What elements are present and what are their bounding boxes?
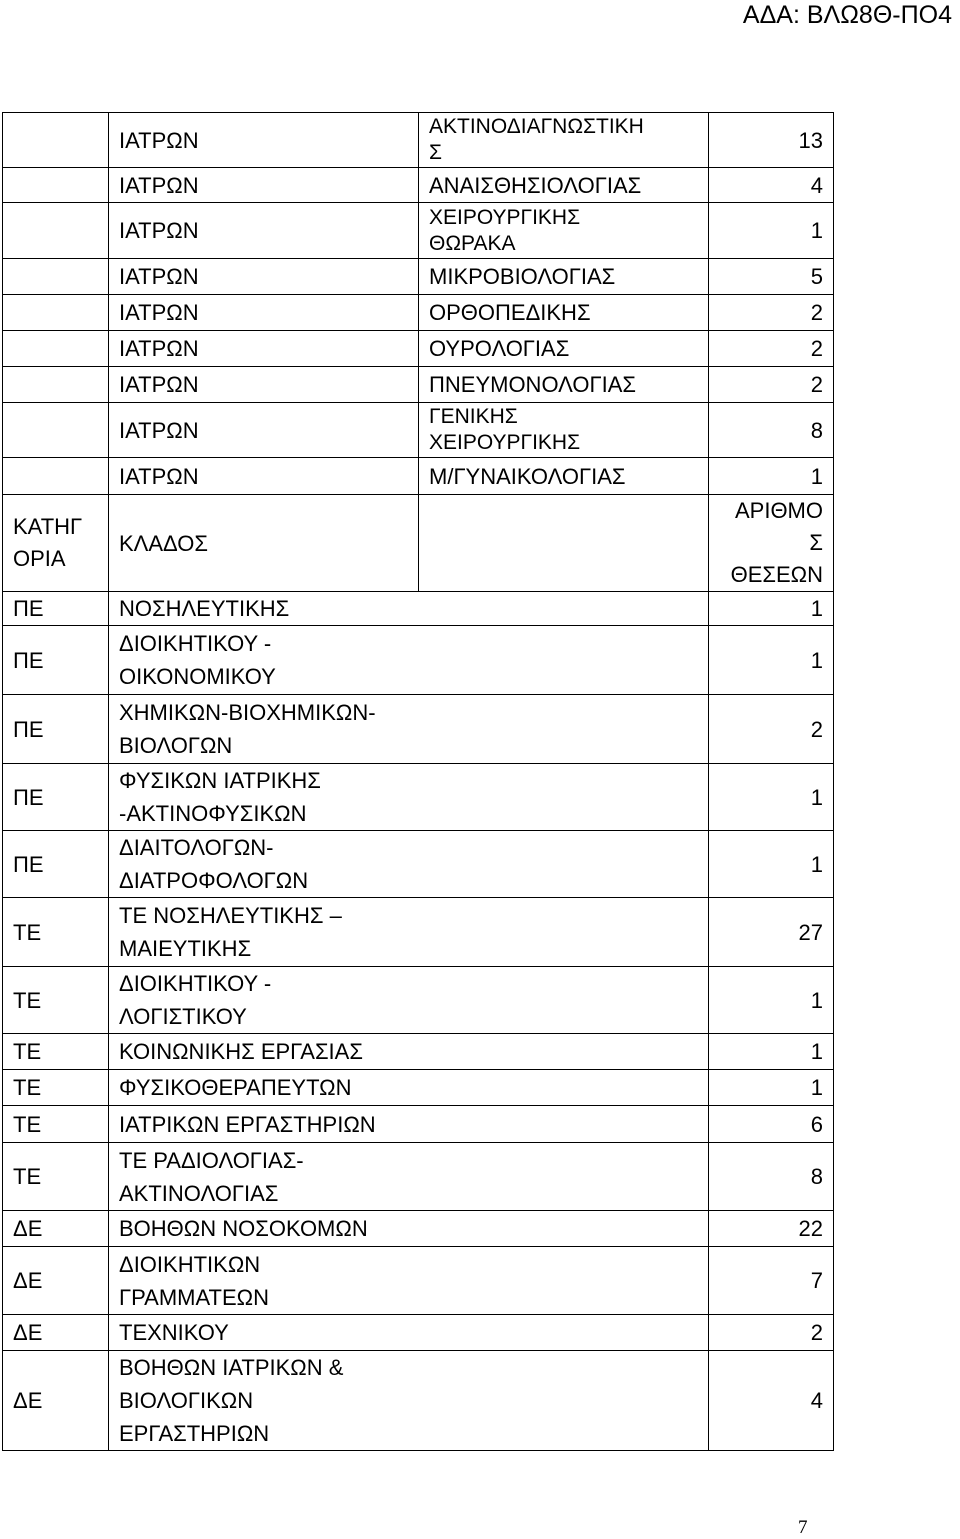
count-cell: 1 xyxy=(709,967,834,1034)
specialty-count: 1 xyxy=(709,458,834,495)
specialty-count: 1 xyxy=(709,203,834,259)
positions-table xyxy=(2,112,834,1451)
specialty-kind: ΙΑΤΡΩΝ xyxy=(109,295,419,331)
specialty-row xyxy=(3,458,834,495)
specialty-row xyxy=(3,295,834,331)
specialty-count: 2 xyxy=(709,331,834,367)
position-row xyxy=(3,1211,834,1247)
specialty-row xyxy=(3,168,834,203)
specialty-row xyxy=(3,403,834,458)
count-cell: 6 xyxy=(709,1106,834,1143)
position-row xyxy=(3,1106,834,1143)
specialty-kind: ΙΑΤΡΩΝ xyxy=(109,403,419,458)
specialty-kind: ΙΑΤΡΩΝ xyxy=(109,259,419,295)
branch-cell: ΚΟΙΝΩΝΙΚΗΣ ΕΡΓΑΣΙΑΣ xyxy=(109,1034,709,1070)
category-cell: ΔΕ xyxy=(3,1247,109,1315)
specialty-name: Μ/ΓΥΝΑΙΚΟΛΟΓΙΑΣ xyxy=(419,458,709,495)
branch-cell: ΔΙΟΙΚΗΤΙΚΟΥ - ΟΙΚΟΝΟΜΙΚΟΥ xyxy=(109,626,709,695)
specialty-count: 13 xyxy=(709,113,834,168)
blank-cell xyxy=(3,259,109,295)
position-row xyxy=(3,1247,834,1315)
specialty-name: ΜΙΚΡΟΒΙΟΛΟΓΙΑΣ xyxy=(419,259,709,295)
specialty-row xyxy=(3,367,834,403)
position-row xyxy=(3,1351,834,1451)
category-cell: ΠΕ xyxy=(3,764,109,831)
category-cell: ΤΕ xyxy=(3,898,109,967)
table-header-row xyxy=(3,495,834,592)
specialty-row xyxy=(3,113,834,168)
specialty-count: 4 xyxy=(709,168,834,203)
count-cell: 1 xyxy=(709,592,834,626)
count-cell: 4 xyxy=(709,1351,834,1451)
position-row xyxy=(3,1034,834,1070)
position-row xyxy=(3,967,834,1034)
specialty-name: ΟΡΘΟΠΕΔΙΚΗΣ xyxy=(419,295,709,331)
specialties-section xyxy=(3,113,834,495)
branch-cell: ΝΟΣΗΛΕΥΤΙΚΗΣ xyxy=(109,592,709,626)
specialty-count: 2 xyxy=(709,295,834,331)
specialty-row xyxy=(3,203,834,259)
branch-cell: ΤΕΧΝΙΚΟΥ xyxy=(109,1315,709,1351)
branch-cell: ΔΙΟΙΚΗΤΙΚΟΥ - ΛΟΓΙΣΤΙΚΟΥ xyxy=(109,967,709,1034)
position-row xyxy=(3,695,834,764)
branch-cell: ΧΗΜΙΚΩΝ-ΒΙΟΧΗΜΙΚΩΝ- ΒΙΟΛΟΓΩΝ xyxy=(109,695,709,764)
category-cell: ΤΕ xyxy=(3,1106,109,1143)
specialty-name: ΠΝΕΥΜΟΝΟΛΟΓΙΑΣ xyxy=(419,367,709,403)
category-cell: ΠΕ xyxy=(3,695,109,764)
blank-cell xyxy=(3,331,109,367)
blank-cell xyxy=(3,458,109,495)
branch-cell: ΔΙΟΙΚΗΤΙΚΩΝ ΓΡΑΜΜΑΤΕΩΝ xyxy=(109,1247,709,1315)
specialty-kind: ΙΑΤΡΩΝ xyxy=(109,168,419,203)
blank-header xyxy=(419,495,709,592)
branch-cell: ΒΟΗΘΩΝ ΝΟΣΟΚΟΜΩΝ xyxy=(109,1211,709,1247)
specialty-kind: ΙΑΤΡΩΝ xyxy=(109,331,419,367)
specialty-count: 8 xyxy=(709,403,834,458)
blank-cell xyxy=(3,168,109,203)
category-cell: ΤΕ xyxy=(3,1034,109,1070)
blank-cell xyxy=(3,367,109,403)
branch-cell: ΒΟΗΘΩΝ ΙΑΤΡΙΚΩΝ & ΒΙΟΛΟΓΙΚΩΝ ΕΡΓΑΣΤΗΡΙΩΝ xyxy=(109,1351,709,1451)
positions-header: ΑΡΙΘΜΟ Σ ΘΕΣΕΩΝ xyxy=(709,495,834,592)
count-cell: 1 xyxy=(709,1070,834,1106)
position-row xyxy=(3,1315,834,1351)
specialty-name: ΟΥΡΟΛΟΓΙΑΣ xyxy=(419,331,709,367)
category-cell: ΤΕ xyxy=(3,1143,109,1211)
category-cell: ΤΕ xyxy=(3,1070,109,1106)
count-cell: 2 xyxy=(709,695,834,764)
specialty-name: ΓΕΝΙΚΗΣ ΧΕΙΡΟΥΡΓΙΚΗΣ xyxy=(419,403,709,458)
specialty-name: ΑΚΤΙΝΟΔΙΑΓΝΩΣΤΙΚΗ Σ xyxy=(419,113,709,168)
category-cell: ΠΕ xyxy=(3,592,109,626)
blank-cell xyxy=(3,403,109,458)
count-cell: 22 xyxy=(709,1211,834,1247)
ada-code: ΑΔΑ: ΒΛΩ8Θ-ΠΟ4 xyxy=(742,1,952,29)
count-cell: 8 xyxy=(709,1143,834,1211)
page-number: 7 xyxy=(798,1517,808,1538)
branch-cell: ΤΕ ΝΟΣΗΛΕΥΤΙΚΗΣ – ΜΑΙΕΥΤΙΚΗΣ xyxy=(109,898,709,967)
specialty-row xyxy=(3,331,834,367)
category-cell: ΔΕ xyxy=(3,1211,109,1247)
position-row xyxy=(3,1070,834,1106)
specialty-count: 2 xyxy=(709,367,834,403)
specialty-count: 5 xyxy=(709,259,834,295)
branch-header: ΚΛΑΔΟΣ xyxy=(109,495,419,592)
category-header: ΚΑΤΗΓ ΟΡΙΑ xyxy=(3,495,109,592)
category-cell: ΠΕ xyxy=(3,626,109,695)
branch-cell: ΙΑΤΡΙΚΩΝ ΕΡΓΑΣΤΗΡΙΩΝ xyxy=(109,1106,709,1143)
blank-cell xyxy=(3,203,109,259)
specialty-row xyxy=(3,259,834,295)
specialty-kind: ΙΑΤΡΩΝ xyxy=(109,203,419,259)
specialty-kind: ΙΑΤΡΩΝ xyxy=(109,113,419,168)
category-cell: ΤΕ xyxy=(3,967,109,1034)
specialty-kind: ΙΑΤΡΩΝ xyxy=(109,458,419,495)
branch-cell: ΦΥΣΙΚΟΘΕΡΑΠΕΥΤΩΝ xyxy=(109,1070,709,1106)
position-row xyxy=(3,764,834,831)
table-header-section xyxy=(3,495,834,592)
position-row xyxy=(3,831,834,898)
position-row xyxy=(3,592,834,626)
position-row xyxy=(3,1143,834,1211)
count-cell: 1 xyxy=(709,764,834,831)
positions-section xyxy=(3,592,834,1451)
specialty-kind: ΙΑΤΡΩΝ xyxy=(109,367,419,403)
position-row xyxy=(3,626,834,695)
branch-cell: ΦΥΣΙΚΩΝ ΙΑΤΡΙΚΗΣ -ΑΚΤΙΝΟΦΥΣΙΚΩΝ xyxy=(109,764,709,831)
count-cell: 2 xyxy=(709,1315,834,1351)
category-cell: ΔΕ xyxy=(3,1315,109,1351)
branch-cell: ΔΙΑΙΤΟΛΟΓΩΝ- ΔΙΑΤΡΟΦΟΛΟΓΩΝ xyxy=(109,831,709,898)
count-cell: 1 xyxy=(709,1034,834,1070)
branch-cell: ΤΕ ΡΑΔΙΟΛΟΓΙΑΣ- ΑΚΤΙΝΟΛΟΓΙΑΣ xyxy=(109,1143,709,1211)
position-row xyxy=(3,898,834,967)
specialty-name: ΧΕΙΡΟΥΡΓΙΚΗΣ ΘΩΡΑΚΑ xyxy=(419,203,709,259)
count-cell: 1 xyxy=(709,626,834,695)
count-cell: 7 xyxy=(709,1247,834,1315)
blank-cell xyxy=(3,113,109,168)
blank-cell xyxy=(3,295,109,331)
count-cell: 1 xyxy=(709,831,834,898)
category-cell: ΠΕ xyxy=(3,831,109,898)
specialty-name: ΑΝΑΙΣΘΗΣΙΟΛΟΓΙΑΣ xyxy=(419,168,709,203)
count-cell: 27 xyxy=(709,898,834,967)
category-cell: ΔΕ xyxy=(3,1351,109,1451)
